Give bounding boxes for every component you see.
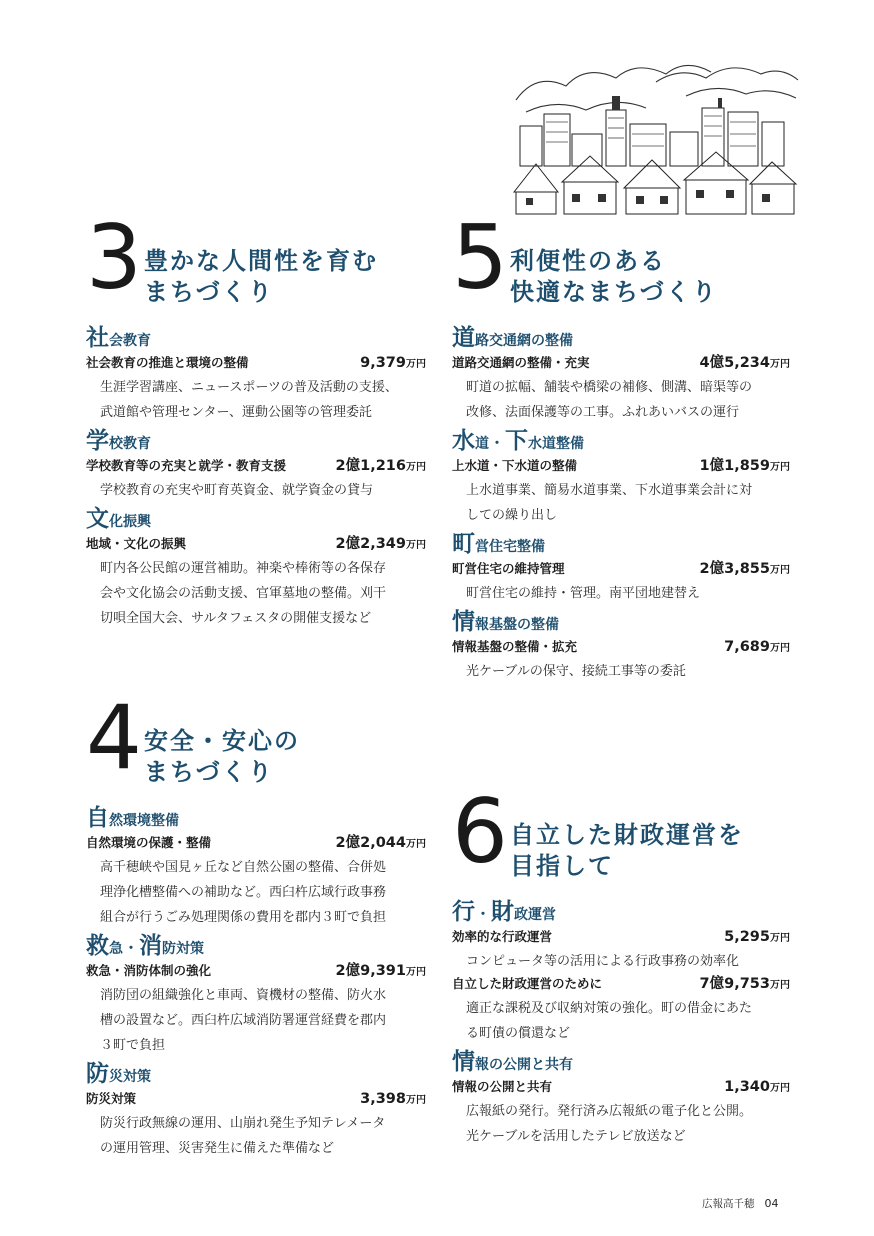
budget-item [452,353,790,425]
item-name: 情報基盤の整備・拡充 [452,639,578,654]
item-amount: 2億1,216万円 [335,458,426,474]
category-title: 道路交通網の整備 [452,325,573,351]
category-title: 町営住宅整備 [452,531,545,557]
section-5 [452,206,790,684]
item-amount: 7億9,753万円 [699,976,790,992]
page-number: 04 [764,1197,779,1210]
section-3 [86,206,426,631]
item-name: 自然環境の保護・整備 [86,835,212,850]
category-info-infrastructure [452,610,790,684]
budget-item [86,456,426,503]
category-title: 文化振興 [86,506,151,532]
item-name: 自立した財政運営のために [452,976,603,991]
category-title: 水道・下水道整備 [452,428,584,454]
budget-item [452,1077,790,1149]
item-name: 道路交通網の整備・充実 [452,355,590,370]
section-number: 3 [86,206,140,309]
item-description: 消防団の組織強化と車両、資機材の整備、防火水 槽の設置など。西臼杵広域消防署運営経費を郡内 ３町で負担 [100,988,387,1053]
item-description: 防災行政無線の運用、山崩れ発生予知テレメータ の運用管理、災害発生に備えた準備など [100,1116,386,1156]
category-title: 自然環境整備 [86,805,179,831]
item-description: 適正な課税及び収納対策の強化。町の借金にあた る町債の償還など [466,1001,753,1041]
budget-item [452,974,790,1046]
budget-item [86,534,426,631]
section-number: 5 [452,206,506,309]
section-6 [452,780,790,1149]
budget-item [86,1089,426,1161]
category-admin-finance [452,900,790,1046]
budget-item [86,833,426,930]
page-footer [702,1196,779,1211]
section-title: 安全・安心の まちづくり [144,727,300,786]
item-amount: 2億2,044万円 [335,835,426,851]
town-illustration [506,52,802,220]
item-amount: 3,398万円 [360,1091,426,1107]
category-title: 学校教育 [86,428,151,454]
section-number: 4 [86,686,140,789]
budget-item [452,456,790,528]
category-nature [86,806,426,930]
category-title: 行・財政運営 [452,899,556,925]
item-name: 学校教育等の充実と就学・教育支援 [86,458,287,473]
item-amount: 2億2,349万円 [335,536,426,552]
category-title: 救急・消防対策 [86,933,204,959]
category-public-housing [452,532,790,606]
item-amount: 2億3,855万円 [699,561,790,577]
item-description: 学校教育の充実や町育英資金、就学資金の貸与 [100,483,374,498]
item-amount: 9,379万円 [360,355,426,371]
category-culture [86,507,426,631]
item-name: 上水道・下水道の整備 [452,458,578,473]
section-title: 豊かな人間性を育む まちづくり [144,247,378,306]
item-description: 町内各公民館の運営補助。神楽や棒術等の各保存 会や文化協会の活動支援、官軍墓地の整備。刈干 切唄全国大会、サルタフェスタの開催支援など [100,561,387,626]
item-amount: 4億5,234万円 [699,355,790,371]
item-description: 広報紙の発行。発行済み広報紙の電子化と公開。 光ケーブルを活用したテレビ放送など [466,1104,753,1144]
budget-item [86,961,426,1058]
item-amount: 1億1,859万円 [699,458,790,474]
item-name: 社会教育の推進と環境の整備 [86,355,249,370]
item-description: コンピュータ等の活用による行政事務の効率化 [466,954,740,969]
budget-item [452,637,790,684]
item-description: 光ケーブルの保守、接続工事等の委託 [466,664,686,679]
item-amount: 2億9,391万円 [335,963,426,979]
category-title: 情報の公開と共有 [452,1049,573,1075]
item-amount: 1,340万円 [724,1079,790,1095]
item-name: 町営住宅の維持管理 [452,561,565,576]
category-school-education [86,429,426,503]
item-name: 効率的な行政運営 [452,929,553,944]
category-road-network [452,326,790,425]
section-4 [86,686,426,1161]
category-title: 防災対策 [86,1061,151,1087]
category-water-sewer [452,429,790,528]
item-description: 町営住宅の維持・管理。南平団地建替え [466,586,701,601]
item-amount: 5,295万円 [724,929,790,945]
item-name: 情報の公開と共有 [452,1079,553,1094]
item-description: 生涯学習講座、ニュースポーツの普及活動の支援、 武道館や管理センター、運動公園等の管理委託 [100,380,398,420]
section-title: 利便性のある 快適なまちづくり [510,247,718,306]
publication-name: 広報高千穂 [702,1198,755,1210]
category-info-disclosure [452,1050,790,1149]
section-5-header [452,206,790,322]
budget-item [86,353,426,425]
budget-item [452,559,790,606]
section-title: 自立した財政運営を 目指して [510,821,744,880]
item-description: 上水道事業、簡易水道事業、下水道事業会計に対 しての繰り出し [466,483,753,523]
section-4-header [86,686,426,802]
item-name: 地域・文化の振興 [86,536,187,551]
category-disaster-prevention [86,1062,426,1161]
item-description: 町道の拡幅、舗装や橋梁の補修、側溝、暗渠等の 改修、法面保護等の工事。ふれあいバスの運行 [466,380,753,420]
budget-item [452,927,790,974]
category-title: 情報基盤の整備 [452,609,559,635]
section-number: 6 [452,780,506,883]
category-social-education [86,326,426,425]
section-6-header [452,780,790,896]
category-title: 社会教育 [86,325,151,351]
item-description: 高千穂峡や国見ヶ丘など自然公園の整備、合併処 理浄化槽整備への補助など。西臼杵広域行政事務 組合が行うごみ処理関係の費用を郡内３町で負担 [100,860,387,925]
item-amount: 7,689万円 [724,639,790,655]
section-3-header [86,206,426,322]
category-emergency-fire [86,934,426,1058]
item-name: 防災対策 [86,1091,137,1106]
item-name: 救急・消防体制の強化 [86,963,212,978]
